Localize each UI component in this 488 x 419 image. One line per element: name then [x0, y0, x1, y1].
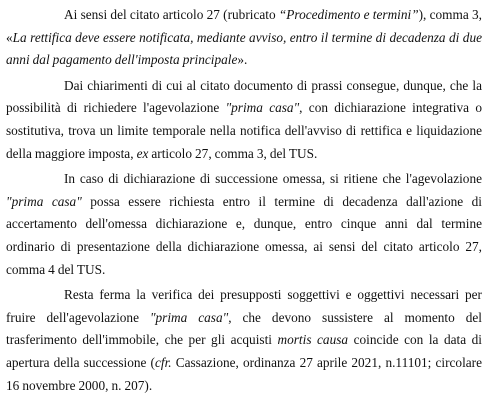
text-run: ), comma 3, « — [6, 7, 483, 45]
italic-text: cfr. — [154, 354, 172, 370]
text-run: Resta ferma la verifica dei presupposti soggettivi e oggettivi necessari per fruire dell'agevolazione — [6, 287, 482, 325]
text-run: In caso di dichiarazione di successione omessa, si ritiene che l'agevolazione — [64, 171, 482, 187]
text-run: ». — [237, 52, 248, 68]
text-run: Ai sensi del citato articolo 27 (rubricato — [64, 7, 279, 22]
paragraph-4 — [6, 284, 482, 397]
paragraph-1 — [6, 4, 482, 72]
text-run: coincide con la data di apertura della successione ( — [6, 332, 482, 370]
text-run: Dai chiarimenti di cui al citato documento di prassi consegue, dunque, che la possibilità di richiedere l'agevolazione — [6, 77, 482, 116]
paragraph-2 — [6, 75, 482, 165]
text-run: possa essere richiesta entro il termine di decadenza dall'azione di accertamento dell'omessa dichiarazione e, dunque, entro cinque anni dal termine ordinario di presentazione della dichiarazione omessa, ai sensi del citato articolo 27, comma 4 del TUS. — [6, 193, 482, 277]
paragraph-3 — [6, 168, 482, 281]
italic-text: "prima casa" — [6, 193, 82, 209]
text-run: , che devono sussistere al momento del trasferimento dell'immobile, che per gli acquisti — [6, 309, 482, 348]
italic-text: La rettifica deve essere notificata, mediante avviso, entro il termine di decadenza di due anni dal pagamento dell'imposta principale — [6, 29, 482, 68]
italic-text: “Procedimento e termini” — [278, 7, 419, 22]
text-run: Cassazione, ordinanza 27 aprile 2021, n.11101; circolare 16 novembre 2000, n. 207). — [6, 354, 482, 393]
italic-text: "prima casa" — [225, 100, 300, 116]
italic-text: ex — [136, 145, 149, 161]
text-run: articolo 27, comma 3, del TUS. — [148, 145, 318, 161]
text-run: , con dichiarazione integrativa o sostitutiva, trova un limite temporale nella notifica dell'avviso di rettifica e liquidazione della maggiore imposta, — [6, 100, 482, 161]
italic-text: "prima casa" — [149, 309, 229, 325]
italic-text: mortis causa — [277, 332, 349, 348]
